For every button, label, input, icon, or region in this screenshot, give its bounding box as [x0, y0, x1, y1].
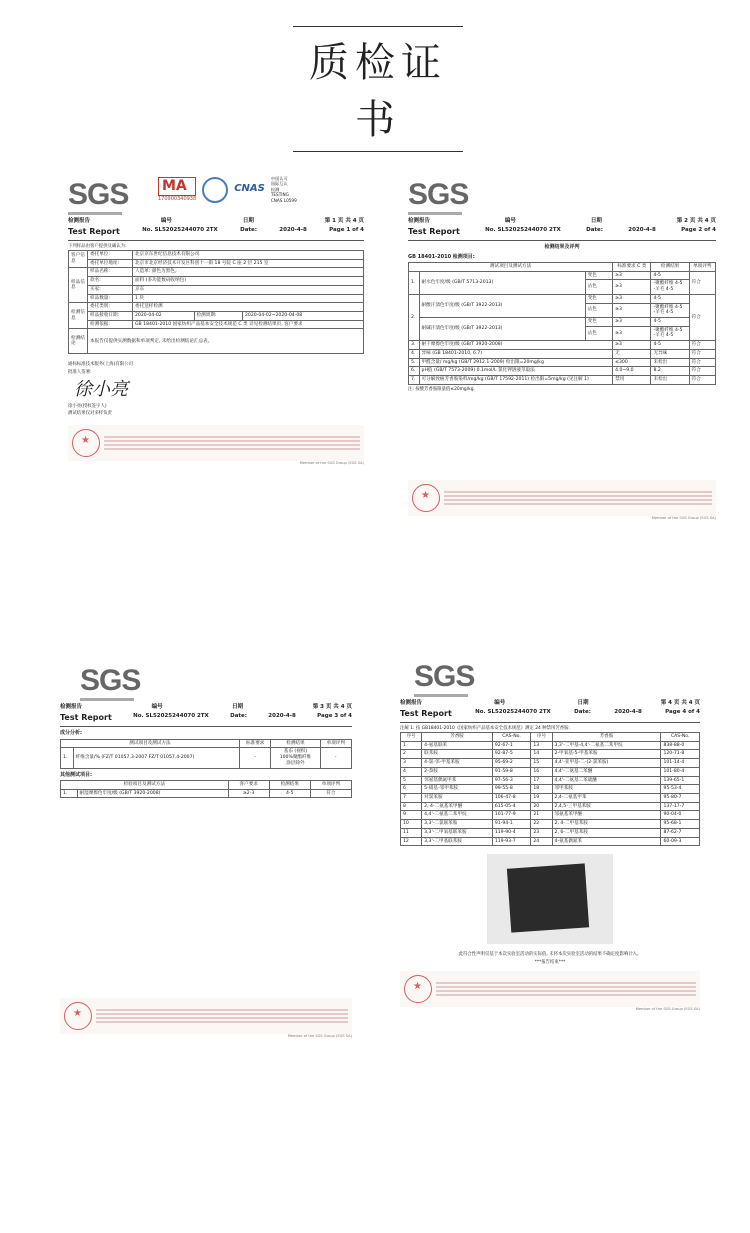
header-rule [60, 726, 352, 727]
amine-cell: 90-04-0 [661, 811, 700, 820]
report-end: ***报告结束*** [534, 959, 566, 965]
amine-cell: 119-90-4 [492, 828, 531, 837]
amine-cell: 106-47-8 [492, 794, 531, 803]
amine-cell: 95-53-4 [661, 785, 700, 794]
amine-cell: 3,3'-二甲基联苯胺 [422, 837, 493, 846]
amine-cell: 119-93-7 [492, 837, 531, 846]
amine-cell: 87-62-7 [661, 828, 700, 837]
sample-info-table: 客户信息 委托单位: 北京京东世纪信息技术有限公司 委托单位地址: 北京市北京经济技术开发区科创十一街 18 号院 C 座 2 层 215 室 样品信息 样品名称: 人造革: 颜色为黑色。 款名: 面料 (多功能数码收纳包) 买家: 京东 样品数量: 1 块 检测信息 委托类别: 委托送样检测 样品接收日期: 2020-04-02 检测周期: 2020-04-02~2020-04-08 检测依据: GB 18401-2010 国家纺织产品基本安全技术规范 C 类 详见检测结果页, 客户要求 检测结论 本报告仅提供实测数据和单项判定, 未给出检测结论汇总表。 [68, 250, 364, 355]
amine-cell: 92-67-1 [492, 741, 531, 750]
title-block [293, 26, 463, 152]
amine-cell: 23 [531, 828, 552, 837]
footer-member: Member of the SGS Group (SGS SA) [287, 1034, 352, 1039]
amine-cell: 7 [401, 794, 422, 803]
results-title: 检测结果及评判 [544, 244, 580, 251]
amine-cell: 2, 4-二甲基苯胺 [552, 820, 661, 829]
sgs-logo: SGS [80, 664, 141, 697]
sgs-logo: SGS [408, 178, 469, 211]
amine-row [401, 767, 700, 776]
footer-stamp-area [68, 425, 364, 461]
footer-member: Member of the SGS Group (SGS SA) [299, 460, 364, 465]
amine-cell: 9 [401, 811, 422, 820]
sample-photo [487, 854, 613, 944]
amine-cell: 60-09-3 [661, 837, 700, 846]
amine-cell: 120-71-8 [661, 750, 700, 759]
amine-row [401, 759, 700, 768]
report-page-4 [400, 658, 700, 1012]
footer-member: Member of the SGS Group (SGS SA) [651, 516, 716, 521]
amine-note-title: 注解 1: 按 GB18401-2010《国家纺织产品基本安全技术规范》测定 24 种禁用芳香胺: [400, 726, 571, 732]
amine-cell: 17 [531, 776, 552, 785]
report-header-cn: 检测报告 编号 日期 第 2 页 共 4 页 [408, 217, 716, 224]
amine-cell: 4,4'-二氨基二苯醚 [552, 767, 661, 776]
amine-row [401, 811, 700, 820]
header-rule [400, 722, 700, 723]
footer-stamp-area [400, 971, 700, 1007]
amine-cell: 2, 6-二甲基苯胺 [552, 828, 661, 837]
amine-cell: 3,3'-二甲基-4,4'-二氨基二苯甲烷 [552, 741, 661, 750]
amine-cell: 21 [531, 811, 552, 820]
amine-cell: 2,4-二氨基甲苯 [552, 794, 661, 803]
company-seal-icon [404, 975, 432, 1003]
sample-fabric-image [507, 864, 589, 933]
amine-cell: 联苯胺 [422, 750, 493, 759]
amine-cell: 15 [531, 759, 552, 768]
report-page-2 [408, 176, 716, 521]
amine-cell: 2-甲氧基-5-甲基苯胺 [552, 750, 661, 759]
amine-cell: 8 [401, 802, 422, 811]
gb18401-results-table: 测试项目及测试方法 标准要求 C 类 检测结果 单项评判 1. 耐水色牢度/级 (GB/T 5713-2013) 变色 ≥3 4-5 符合 沾色 ≥3 -聚酯纤维 4-5 -羊毛 4-5 2. 耐酸汗渍色牢度/级 (GB/T 3922-2013) 变色 ≥3 4-5 符合 沾色 ≥3 -聚酯纤维 4-5 -羊毛 4-5 耐碱汗渍色牢度/级 (GB/T 3922-2013) 变色 ≥3 4-5 沾色 ≥3 -聚酯纤维 4-5 -羊毛 4-5 3. 耐干摩擦色牢度/级 (GB/T 3920-2008) ≥3 4-5 符合 4. 异味 (GB 18401-2010, 6.7) 无 无异味 符合 5. 甲醛含量/ mg/kg (GB/T 2912.1-2009) 检出限=20mg/kg ≤300 未检出 符合 6. pH值 (GB/T 7573-2009) 0.1mol/L 氯化钾溶液萃取法 4.0~9.0 8.2 符合 7. 可分解致癌芳香胺染料/mg/kg (GB/T 17592-2011) 检出限=5mg/kg (见注解 1) 禁用 未检出 符合 [408, 262, 716, 385]
amine-cell: 3 [401, 759, 422, 768]
amine-cell: 2, 4-二氨基苯甲醚 [422, 802, 493, 811]
composition-table: 测试项目及测试方法 标准要求 检测结果 单项评判 1. 纤维含量/% (FZ/T 01057.3-2007 FZ/T 01057.4-2007) - 基布 (视织) 100%聚酯纤维 涂层除外 - [60, 739, 352, 769]
report-header-en: Test Report No. SL52025244070 2TX Date: 2020-4-8 Page 3 of 4 [60, 713, 352, 723]
report-header-en: Test Report No. SL52025244070 2TX Date: 2020-4-8 Page 1 of 4 [68, 227, 364, 237]
report-header-cn: 检测报告 编号 日期 第 1 页 共 4 页 [68, 217, 364, 224]
amine-cell: 12 [401, 837, 422, 846]
standard-title: GB 18401-2010 检测项目: [408, 253, 475, 260]
cnas-text: 中国认可 国际互认 检测 TESTING CNAS L0599 [270, 176, 297, 203]
report-page-3 [60, 662, 352, 1039]
amine-cell: 18 [531, 785, 552, 794]
amine-cell: 101-80-4 [661, 767, 700, 776]
cma-logo: MA 170900340938 [158, 177, 197, 203]
amine-cell: 95-68-1 [661, 820, 700, 829]
company-seal-icon [72, 429, 100, 457]
ilac-mra-logo [202, 177, 228, 203]
signer-name: 徐小亮(授权签字人) [68, 403, 107, 409]
amine-cell: 邻甲苯胺 [552, 785, 661, 794]
header-rule [68, 240, 364, 241]
amine-cell: 139-65-1 [661, 776, 700, 785]
amine-cell: 3,3'-二甲氧基联苯胺 [422, 828, 493, 837]
amine-cell: 4-氯-邻-甲基苯胺 [422, 759, 493, 768]
header-rule [408, 240, 716, 241]
liability-note: 测试结果仅对来样负责 [68, 411, 112, 417]
photo-caption: 此符合性声明仅基于本次实验室活动的实际值, 未将本次实验室活动的结果不确定度影响计入。 [458, 952, 642, 958]
footer-stamp-area [408, 480, 716, 516]
amine-row [401, 802, 700, 811]
amine-cell: 2,4,5-三甲基苯胺 [552, 802, 661, 811]
amine-cell: 4 [401, 767, 422, 776]
amine-cell: 95-69-2 [492, 759, 531, 768]
amine-cell: 91-94-1 [492, 820, 531, 829]
other-tests-heading: 其他测试项目: [60, 771, 93, 778]
amine-cell: 99-55-8 [492, 785, 531, 794]
amine-row [401, 741, 700, 750]
amine-cell: 5 [401, 776, 422, 785]
amine-row [401, 828, 700, 837]
amine-cell: 5-硝基-邻甲苯胺 [422, 785, 493, 794]
footer-member: Member of the SGS Group (SGS SA) [635, 1007, 700, 1012]
amine-row [401, 785, 700, 794]
amine-cell: 97-56-3 [492, 776, 531, 785]
amine-row [401, 776, 700, 785]
amine-cell: 1 [401, 741, 422, 750]
amine-cell: 91-59-8 [492, 767, 531, 776]
amine-cell: 2 [401, 750, 422, 759]
amine-cell: 19 [531, 794, 552, 803]
amine-cell: 13 [531, 741, 552, 750]
title-bottom-line [293, 151, 463, 152]
signer-label: 批准人签署: [68, 369, 92, 375]
amine-cell: 4-氨基偶氮苯 [552, 837, 661, 846]
footer-fine-print [444, 489, 712, 507]
amine-cell: 2-萘胺 [422, 767, 493, 776]
footer-fine-print [104, 434, 360, 452]
footer-fine-print [96, 1007, 348, 1025]
amine-cell: 101-14-4 [661, 759, 700, 768]
amine-cell: 11 [401, 828, 422, 837]
amine-cell: 邻氨基偶氮甲苯 [422, 776, 493, 785]
amine-row [401, 820, 700, 829]
amine-cell: 838-88-0 [661, 741, 700, 750]
amine-row [401, 794, 700, 803]
page-title: 质检证书 [309, 40, 447, 143]
amine-row [401, 750, 700, 759]
amine-table: 序号 芳香胺 CAS-No. 序号 芳香胺 CAS-No. 1 4-氨基联苯 92-67-1 13 3,3'-二甲基-4,4'-二氨基二苯甲烷 838-88-0 2 联苯胺 92-87-5 14 2-甲氧基-5-甲基苯胺 120-71-8 3 4-氯-邻-甲基苯胺 95-69-2 15 4,4'-亚甲基-二-(2-氯苯胺) 101-14-4 4 2-萘胺 91-59-8 16 4,4'-二氨基二苯醚 101-80-4 5 邻氨基偶氮甲苯 97-56-3 17 4,4'-二氨基二苯硫醚 139-65-1 6 5-硝基-邻甲苯胺 99-55-8 18 邻甲苯胺 95-53-4 7 对氯苯胺 106-47-8 19 2,4-二氨基甲苯 95-80-7 8 2, 4-二氨基苯甲醚 615-05-4 20 2,4,5-三甲基苯胺 137-17-7 9 4,4'-二氨基二苯甲烷 101-77-9 21 邻氨基苯甲醚 90-04-0 10 3,3'-二氯联苯胺 91-94-1 22 2, 4-二甲基苯胺 95-68-1 11 3,3'-二甲氧基联苯胺 119-90-4 23 2, 6-二甲基苯胺 87-62-7 12 3,3'-二甲基联苯胺 119-93-7 24 4-氨基偶氮苯 60-09-3 [400, 732, 700, 847]
amine-cell: 137-17-7 [661, 802, 700, 811]
company-seal-icon [64, 1002, 92, 1030]
amine-cell: 4,4'-亚甲基-二-(2-氯苯胺) [552, 759, 661, 768]
intro-text: 下列样品由客户提供及确认为: [68, 244, 127, 250]
amine-cell: 95-80-7 [661, 794, 700, 803]
handwritten-signature: 徐小亮 [74, 379, 128, 401]
sgs-logo: SGS [68, 178, 129, 211]
amine-cell: 14 [531, 750, 552, 759]
report-header-en: Test Report No. SL52025244070 2TX Date: 2020-4-8 Page 4 of 4 [400, 709, 700, 719]
amine-cell: 3,3'-二氯联苯胺 [422, 820, 493, 829]
amine-cell: 6 [401, 785, 422, 794]
amine-cell: 16 [531, 767, 552, 776]
amine-cell: 4,4'-二氨基二苯甲烷 [422, 811, 493, 820]
amine-cell: 4,4'-二氨基二苯硫醚 [552, 776, 661, 785]
amine-cell: 20 [531, 802, 552, 811]
company-seal-icon [412, 484, 440, 512]
footer-stamp-area [60, 998, 352, 1034]
amine-cell: 邻氨基苯甲醚 [552, 811, 661, 820]
sgs-logo: SGS [414, 660, 475, 693]
other-tests-table: 检验项目及测试方法 客户要求 检测结果 单项评判 1. 耐湿摩擦色牢度/级 (GB/T 3920-2008) ≥2-3 4-5 符合 [60, 780, 352, 798]
amine-cell: 24 [531, 837, 552, 846]
composition-heading: 成分分析: [60, 730, 82, 737]
amine-cell: 10 [401, 820, 422, 829]
amine-cell: 对氯苯胺 [422, 794, 493, 803]
amine-cell: 92-87-5 [492, 750, 531, 759]
cnas-logo: CNAS [234, 183, 265, 195]
amine-cell: 4-氨基联苯 [422, 741, 493, 750]
accreditation-logos [158, 176, 297, 203]
amine-cell: 101-77-9 [492, 811, 531, 820]
footer-fine-print [436, 980, 696, 998]
amine-row [401, 837, 700, 846]
report-header-cn: 检测报告 编号 日期 第 4 页 共 4 页 [400, 699, 700, 706]
amine-cell: 615-05-4 [492, 802, 531, 811]
report-header-en: Test Report No. SL52025244070 2TX Date: 2020-4-8 Page 2 of 4 [408, 227, 716, 237]
signer-company: 通标标准技术服务(上海)有限公司 [68, 362, 133, 368]
amine-cell: 22 [531, 820, 552, 829]
report-page-1 [68, 176, 364, 465]
table-footnote: 注: 按酸芳香胺限量值≤20mg/kg. [408, 386, 475, 392]
report-header-cn: 检测报告 编号 日期 第 3 页 共 4 页 [60, 703, 352, 710]
